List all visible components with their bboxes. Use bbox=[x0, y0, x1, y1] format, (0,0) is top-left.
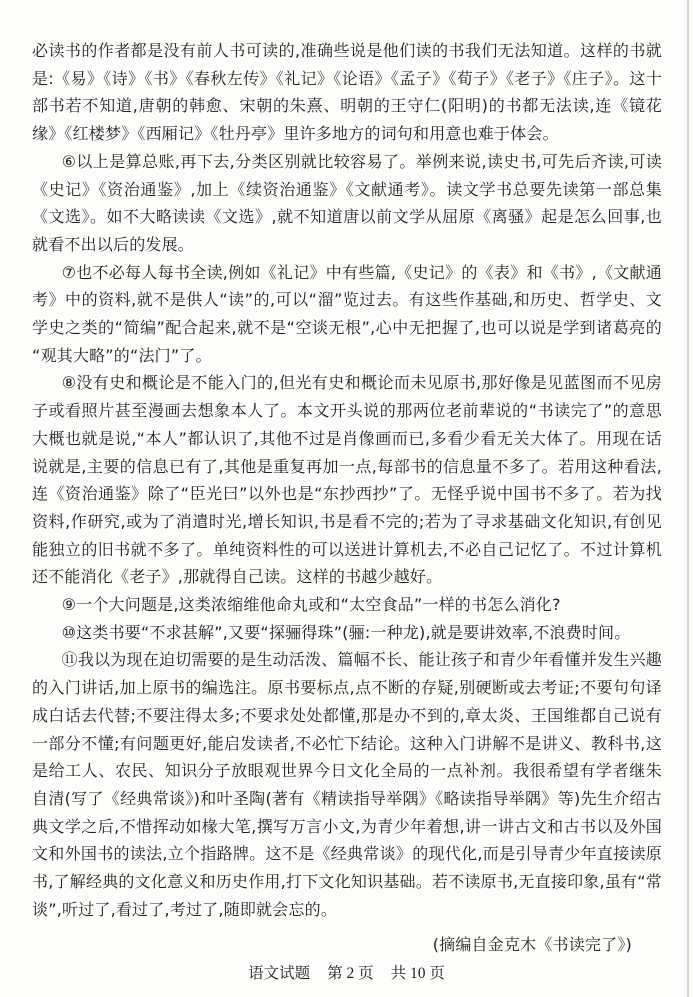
paragraph-9: ⑨一个大问题是,这类浓缩维他命丸或和“太空食品”一样的书怎么消化? bbox=[61, 595, 561, 615]
reading-passage bbox=[32, 37, 662, 958]
page-footer bbox=[0, 961, 693, 983]
footer-total-pages: 共 10 页 bbox=[390, 965, 445, 982]
source-attribution: (摘编自金克木《书读完了》) bbox=[432, 934, 632, 954]
paragraph-6: ⑥以上是算总账,再下去,分类区别就比较容易了。举例来说,读史书,可先后齐读,可读《史记》《资治通鉴》,加上《续资治通鉴》《文献通考》。读文学书总要先读第一部总集《文选》。如不大略读读《文选》,就不知道唐以前文学从屈原《离骚》起是怎么回事,也就看不出以后的发展。 bbox=[32, 151, 662, 254]
paragraph-11: ⑪我以为现在迫切需要的是生动活泼、篇幅不长、能让孩子和青少年看懂并发生兴趣的入门讲话,加上原书的编选注。原书要标点,点不断的存疑,别硬断或去考证;不要句句译成白话去代替;不要注得太多;不要求处处都懂,那是办不到的,章太炎、王国维都自己说有一部分不懂;有问题更好,能启发读者,不必忙下结论。这种入门讲解不是讲义、教科书,这是给工人、农民、知识分子放眼观世界今日文化全局的一点补剂。我很希望有学者继朱自清(写了《经典常谈》)和叶圣陶(著有《精读指导举隅》《略读指导举隅》等)先生介绍古典文学之后,不惜挥动如椽大笔,撰写万言小文,为青少年着想,讲一讲古文和古书以及外国文和外国书的读法,立个指路牌。这不是《经典常谈》的现代化,而是引导青少年直接读原书,了解经典的文化意义和历史作用,打下文化知识基础。若不读原书,无直接印象,虽有“常谈”,听过了,看过了,考过了,随即就会忘的。 bbox=[32, 650, 662, 919]
footer-doc-title: 语文试题 bbox=[248, 965, 311, 982]
paragraph-10: ⑩这类书要“不求甚解”,又要“探骊得珠”(骊:一种龙),就是要讲效率,不浪费时间。 bbox=[61, 622, 631, 642]
scan-edge-artifact bbox=[687, 0, 689, 997]
footer-page-number: 第 2 页 bbox=[327, 965, 374, 982]
paragraph-7: ⑦也不必每人每书全读,例如《礼记》中有些篇,《史记》的《表》和《书》,《文献通考》中的资料,就不是供人“读”的,可以“溜”览过去。有这些作基础,和历史、哲学史、文学史之类的“简编”配合起来,就不是“空谈无根”,心中无把握了,也可以说是学到诸葛亮的“观其大略”的“法门”了。 bbox=[32, 262, 662, 365]
paragraph-8: ⑧没有史和概论是不能入门的,但光有史和概论而未见原书,那好像是见蓝图而不见房子或看照片甚至漫画去想象本人了。本文开头说的那两位老前辈说的“书读完了”的意思大概也就是说,“本人”都认识了,其他不过是肖像画而已,多看少看无关大体了。用现在话说就是,主要的信息已有了,其他是重复再加一点,每部书的信息量不多了。若用这种看法,连《资治通鉴》除了“臣光曰”以外也是“东抄西抄”了。无怪乎说中国书不多了。若为找资料,作研究,或为了消遣时光,增长知识,书是看不完的;若为了寻求基础文化知识,有创见能独立的旧书就不多了。单纯资料性的可以送进计算机去,不必自己记忆了。不过计算机还不能消化《老子》,那就得自己读。这样的书越少越好。 bbox=[32, 373, 662, 587]
paragraph-continuation: 必读书的作者都是没有前人书可读的,准确些说是他们读的书我们无法知道。这样的书就是:《易》《诗》《书》《春秋左传》《礼记》《论语》《孟子》《荀子》《老子》《庄子》。这十部书若不知道,唐朝的韩愈、宋朝的朱熹、明朝的王守仁(阳明)的书都无法读,连《镜花缘》《红楼梦》《西厢记》《牡丹亭》里许多地方的词句和用意也难于体会。 bbox=[32, 41, 662, 144]
